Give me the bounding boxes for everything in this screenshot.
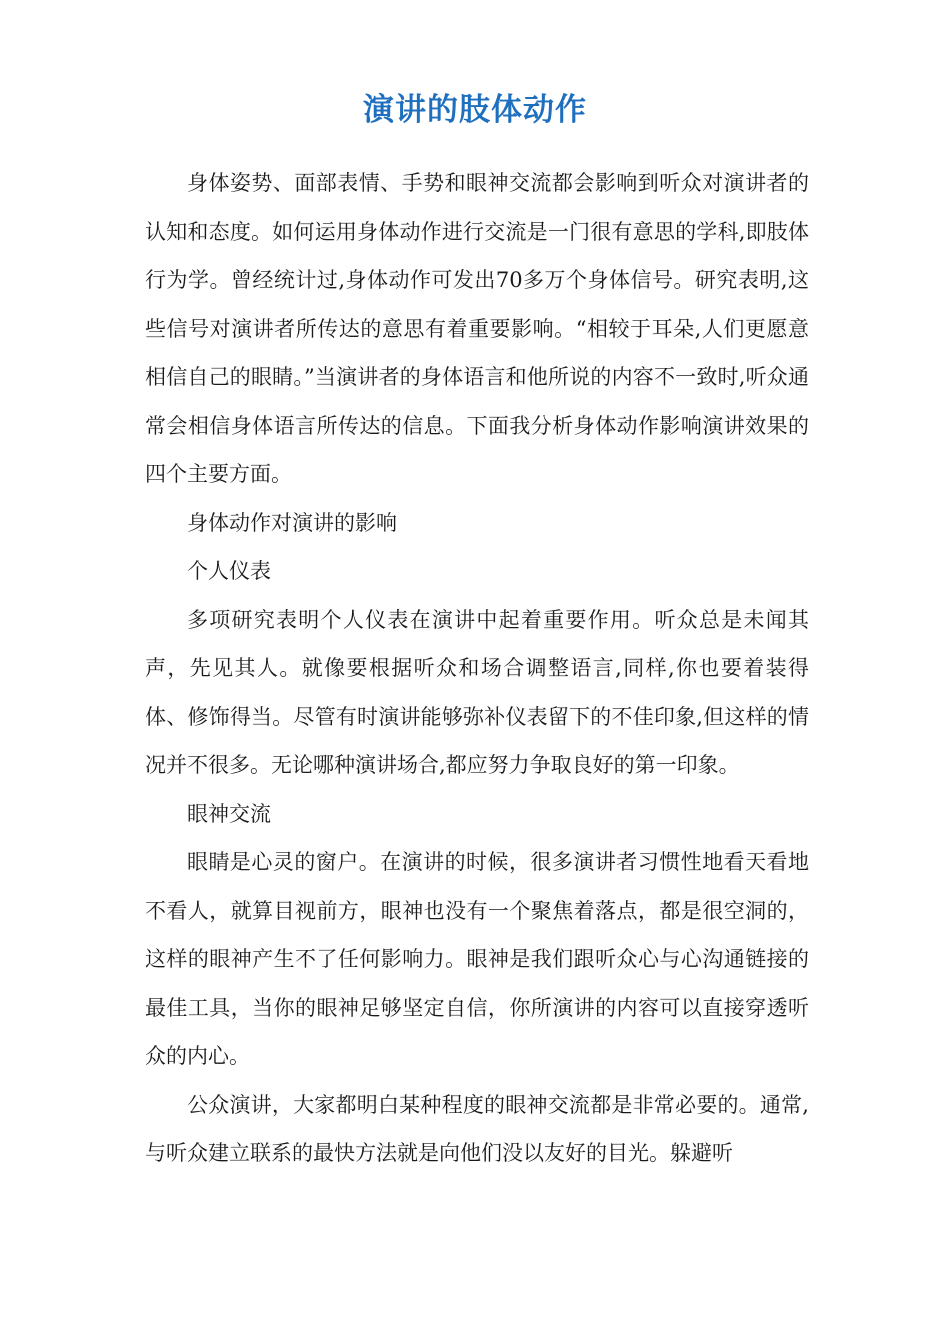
section-heading-body-movement: 身体动作对演讲的影响: [187, 510, 397, 535]
section-heading-appearance: 个人仪表: [187, 559, 271, 583]
document-body: [145, 159, 809, 1178]
paragraph-eye-contact: 眼睛是心灵的窗户。在演讲的时候，很多演讲者习惯性地看天看地不看人，就算目视前方，眼神也没有一个聚焦着落点，都是很空洞的，这样的眼神产生不了任何影响力。眼神是我们跟听众心与心沟通链接的最佳工具，当你的眼神足够坚定自信，你所演讲的内容可以直接穿透听众的内心。: [145, 850, 809, 1068]
section-heading-eye-contact: 眼神交流: [187, 801, 271, 826]
paragraph-appearance: 多项研究表明个人仪表在演讲中起着重要作用。听众总是未闻其声，先见其人。就像要根据听众和场合调整语言,同样,你也要着装得体、修饰得当。尽管有时演讲能够弥补仪表留下的不佳印象,但这样的情况并不很多。无论哪种演讲场合,都应努力争取良好的第一印象。: [145, 607, 809, 777]
page-title: 演讲的肢体动作: [363, 92, 587, 128]
paragraph-public-speaking: 公众演讲，大家都明白某种程度的眼神交流都是非常必要的。通常,与听众建立联系的最快方法就是向他们没以友好的目光。躲避听: [145, 1092, 809, 1165]
paragraph-intro: 身体姿势、面部表情、手势和眼神交流都会影响到听众对演讲者的认知和态度。如何运用身体动作进行交流是一门很有意思的学科,即肢体行为学。曾经统计过,身体动作可发出70多万个身体信号。研究表明,这些信号对演讲者所传达的意思有着重要影响。“相较于耳朵,人们更愿意相信自己的眼睛。”当演讲者的身体语言和他所说的内容不一致时,听众通常会相信身体语言所传达的信息。下面我分析身体动作影响演讲效果的四个主要方面。: [145, 171, 809, 486]
